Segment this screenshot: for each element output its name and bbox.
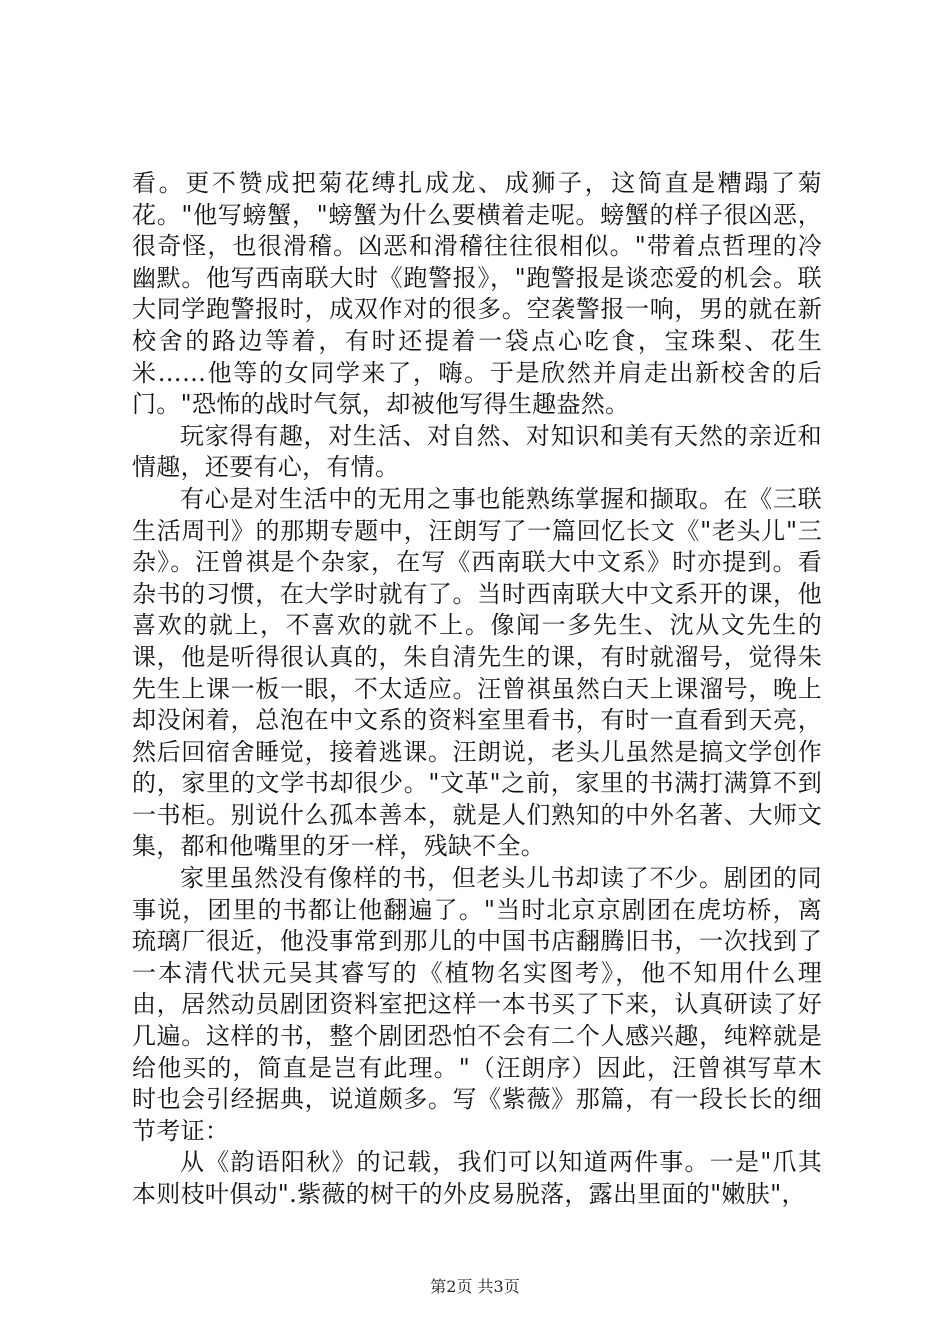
page-number-footer: 第2页 共3页 <box>430 1277 520 1296</box>
paragraph-5: 从《韵语阳秋》的记载，我们可以知道两件事。一是"爪其本则枝叶俱动".紫薇的树干的外皮易脱落，露出里面的"嫩肤"， <box>132 1148 822 1208</box>
paragraph-4: 家里虽然没有像样的书，但老头儿书却读了不少。剧团的同事说，团里的书都让他翻遍了。"当时北京京剧团在虎坊桥，离琉璃厂很近，他没事常到那儿的中国书店翻腾旧书，一次找到了一本清代状元吴其睿写的《植物名实图考》，他不知用什么理由，居然动员剧团资料室把这样一本书买了下来，认真研读了好几遍。这样的书，整个剧团恐怕不会有二个人感兴趣，纯粹就是给他买的，简直是岂有此理。"（汪朗序）因此，汪曾祺写草木时也会引经据典，说道颇多。写《紫薇》那篇，有一段长长的细节考证： <box>132 864 822 1145</box>
paragraph-2: 玩家得有趣，对生活、对自然、对知识和美有天然的亲近和情趣，还要有心，有情。 <box>132 421 822 482</box>
paragraph-1: 看。更不赞成把菊花缚扎成龙、成狮子，这简直是糟蹋了菊花。"他写螃蟹，"螃蟹为什么要横着走呢。螃蟹的样子很凶恶，很奇怪，也很滑稽。凶恶和滑稽往往很相似。"带着点哲理的冷幽默。他写西南联大时《跑警报》，"跑警报是谈恋爱的机会。联大同学跑警报时，成双作对的很多。空袭警报一响，男的就在新校舍的路边等着，有时还提着一袋点心吃食，宝珠梨、花生米……他等的女同学来了，嗨。于是欣然并肩走出新校舍的后门。"恐怖的战时气氛，却被他写得生趣盎然。 <box>132 169 822 419</box>
document-body <box>132 168 822 1211</box>
paragraph-3: 有心是对生活中的无用之事也能熟练掌握和撷取。在《三联生活周刊》的那期专题中，汪朗写了一篇回忆长文《"老头儿"三杂》。汪曾祺是个杂家，在写《西南联大中文系》时亦提到。看杂书的习惯，在大学时就有了。当时西南联大中文系开的课，他喜欢的就上，不喜欢的就不上。像闻一多先生、沈从文先生的课，他是听得很认真的，朱自清先生的课，有时就溜号，觉得朱先生上课一板一眼，不太适应。汪曾祺虽然白天上课溜号，晚上却没闲着，总泡在中文系的资料室里看书，有时一直看到天亮，然后回宿舍睡觉，接着逃课。汪朗说，老头儿虽然是搞文学创作的，家里的文学书却很少。"文革"之前，家里的书满打满算不到一书柜。别说什么孤本善本，就是人们熟知的中外名著、大师文集，都和他嘴里的牙一样，残缺不全。 <box>132 484 822 861</box>
